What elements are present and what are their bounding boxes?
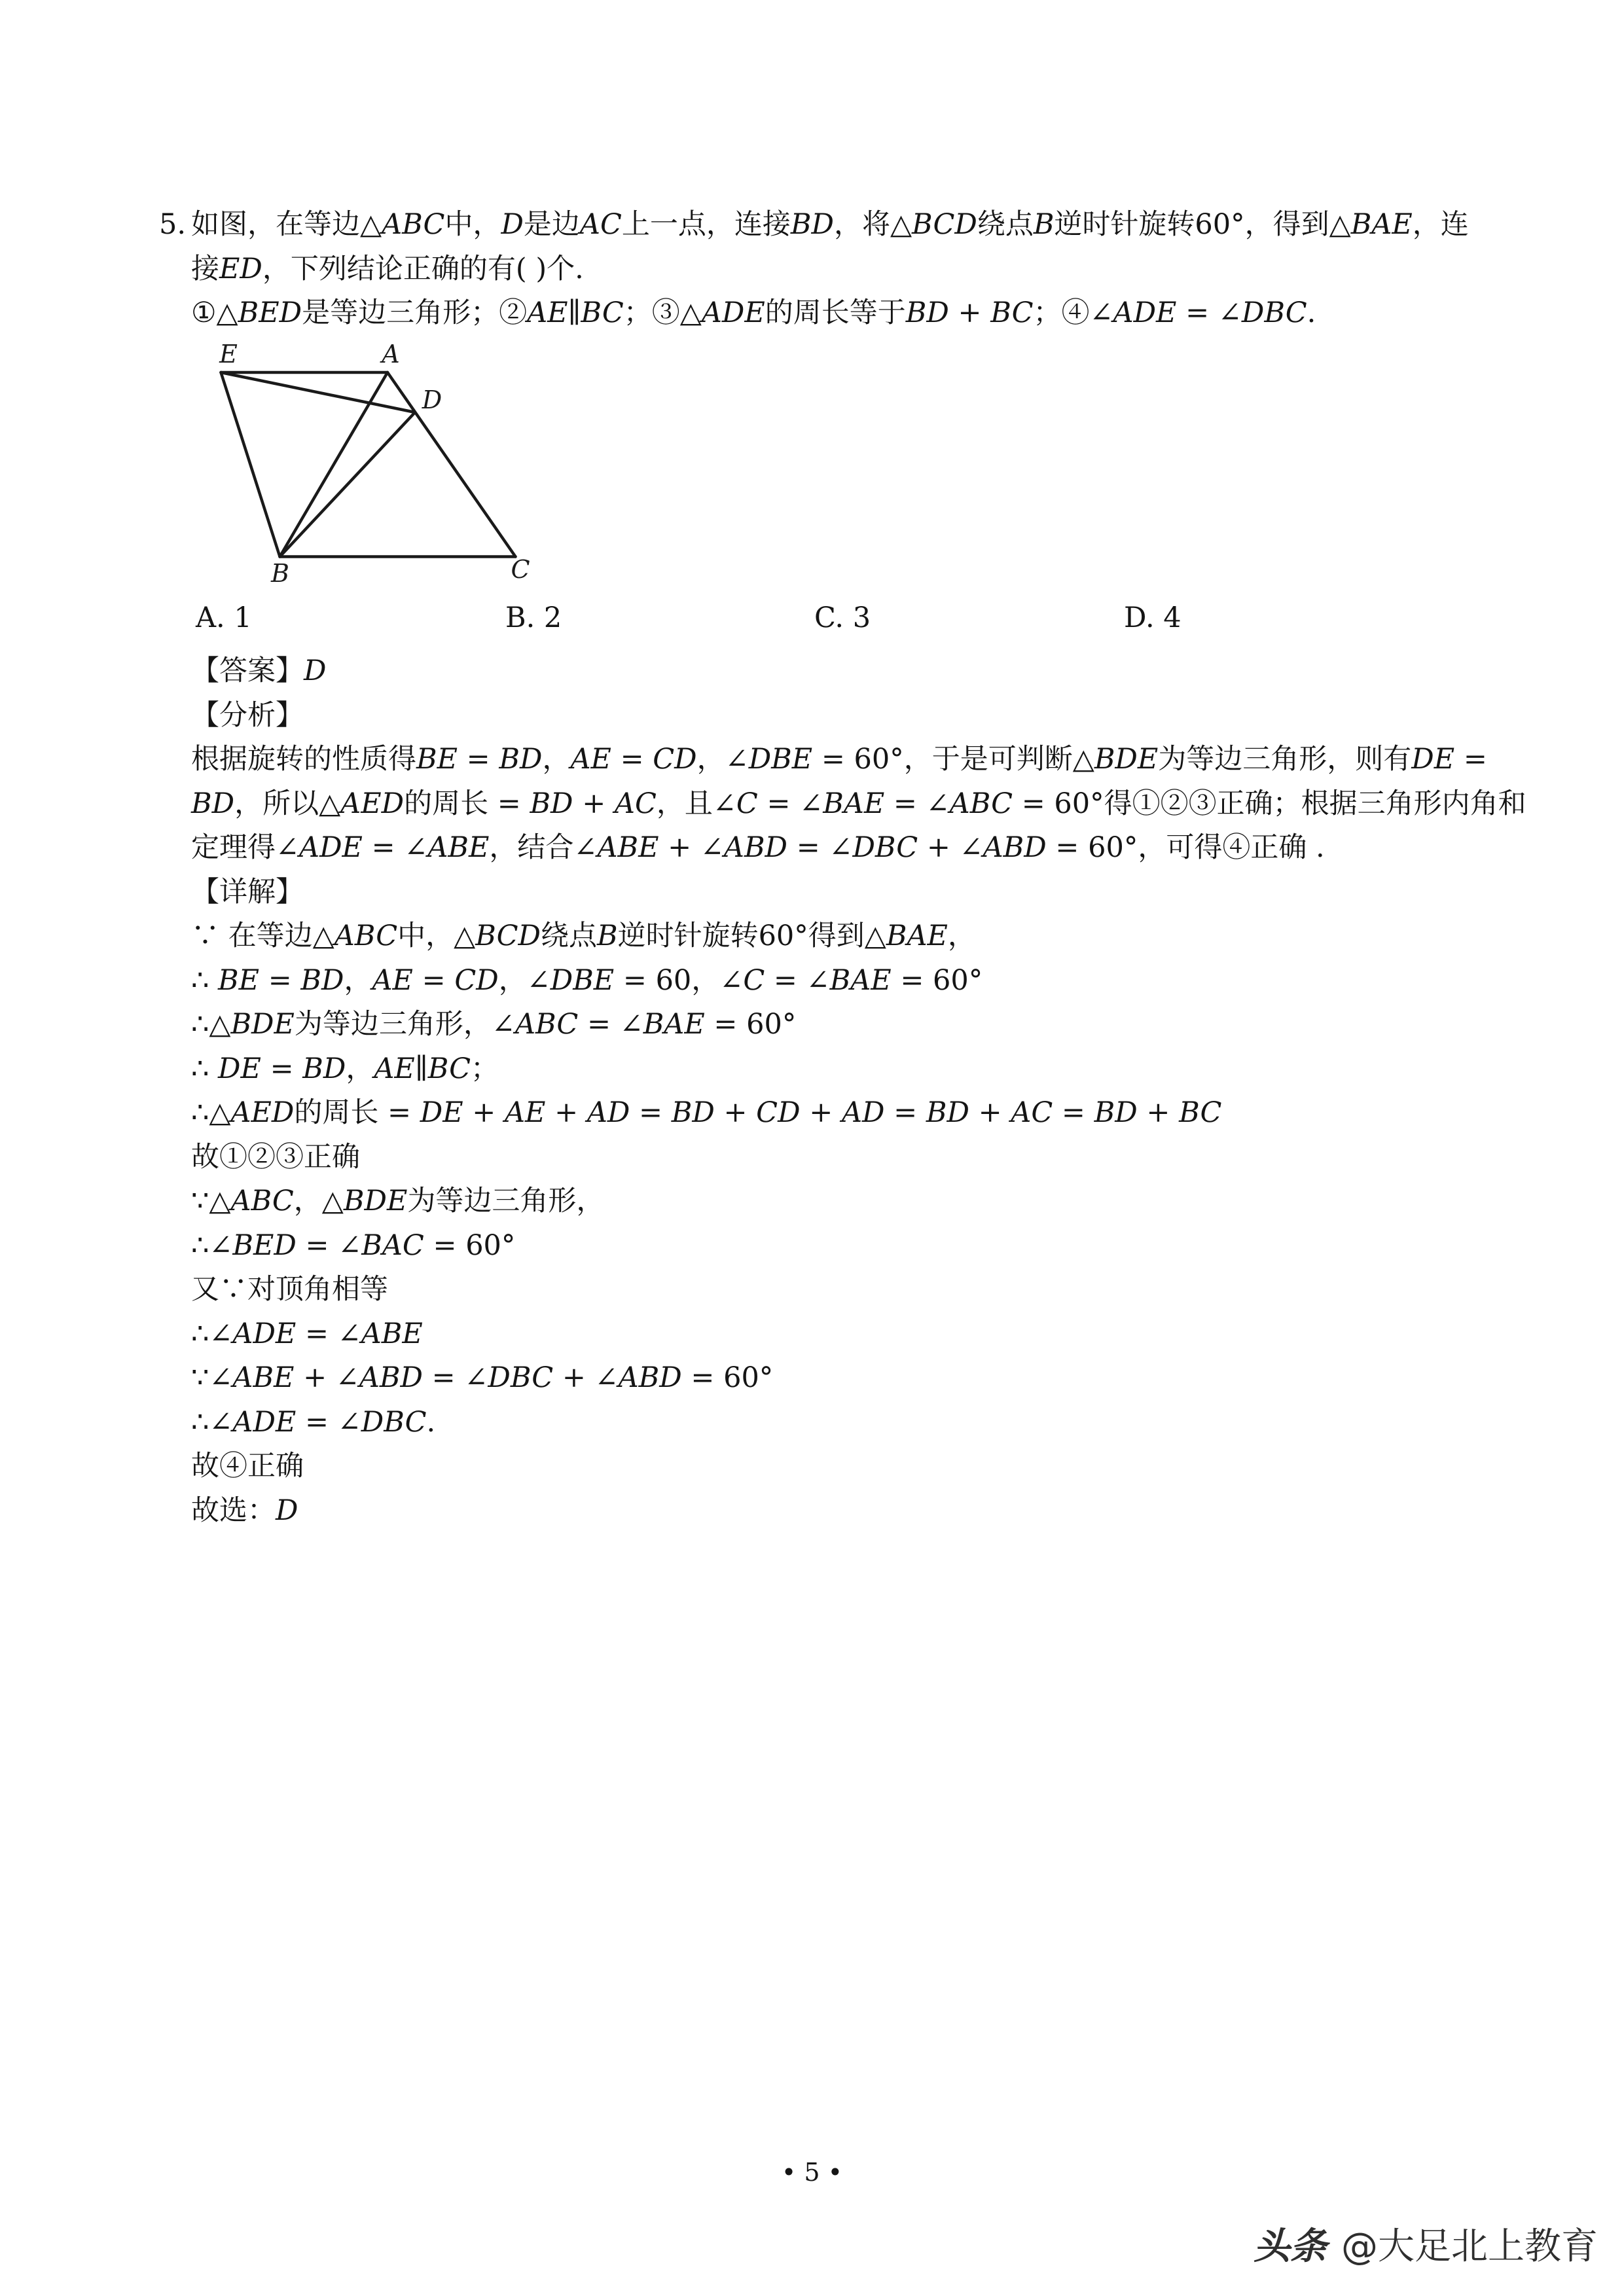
math-variable: ABC [230,1185,294,1217]
math-variable: AE [570,743,611,776]
math-variable: BC [427,1052,471,1085]
math-variable: DE [218,1052,261,1085]
math-variable: AED [230,1096,295,1129]
vertex-label-d: D [422,386,442,414]
vertex-label-b: B [271,559,289,588]
detail-line: ∵△ABC，△BDE为等边三角形， [191,1185,605,1217]
analysis-line: BD，所以△AED的周长 = BD + AC，且∠C = ∠BAE = ∠ABC = 60°得①②③正确；根据三角形内角和 [191,787,1526,820]
math-variable: ED [219,252,262,285]
watermark-logo: 头条 [1254,2225,1327,2268]
vertex-label-c: C [511,555,530,584]
math-variable: BD [300,963,344,997]
segment-ed [221,372,416,412]
geometry-figure [209,331,550,592]
analysis-heading: 【分析】 [191,698,304,732]
math-variable: ABE [232,1361,295,1394]
math-variable: BE [416,743,458,776]
math-variable: BD [905,296,949,329]
math-variable: BED [232,1229,297,1262]
detail-line: ∵ 在等边△ABC中，△BCD绕点B逆时针旋转60°得到△BAE， [191,920,976,952]
detail-line: ∴∠ADE = ∠ABE [191,1317,423,1350]
detail-line: ∴ DE = BD，AE∥BC； [191,1052,499,1085]
math-variable: ABC [514,1008,579,1041]
math-variable: ADE [701,296,765,329]
math-variable: ABE [361,1317,423,1350]
math-variable: BDE [1094,743,1159,776]
math-variable: BAE [643,1008,705,1041]
math-variable: CD [756,1096,801,1129]
vertex-label-a: A [382,340,400,368]
math-variable: ABE [427,831,490,864]
question-stem [191,203,1469,336]
math-variable: AC [614,787,657,820]
math-variable: BAE [886,920,948,952]
math-variable: BED [238,296,302,329]
analysis-line: 定理得∠ADE = ∠ABE，结合∠ABE + ∠ABD = ∠DBC + ∠ABD = 60°，可得④正确 . [191,831,1325,864]
math-variable: D [304,655,327,687]
option-b: B. 2 [505,601,562,634]
vertex-label-e: E [219,340,238,368]
math-variable: DE [420,1096,463,1129]
math-variable: AE [374,1052,415,1085]
math-variable: AE [372,963,413,997]
option-c: C. 3 [814,601,871,634]
math-variable: DBE [748,743,813,776]
option-a: A. 1 [196,601,252,634]
math-variable: DBC [488,1361,554,1394]
math-variable: ADE [299,831,363,864]
math-variable: BD [530,787,573,820]
math-variable: AC [1011,1096,1053,1129]
math-variable: DBE [550,963,615,997]
detail-line: ∴ BE = BD，AE = CD，∠DBE = 60，∠C = ∠BAE = 60° [191,963,983,997]
math-variable: BDE [343,1185,408,1217]
math-variable: BD [499,743,543,776]
math-variable: CD [454,963,499,997]
math-variable: DBC [852,831,918,864]
segment-eb [221,372,280,557]
math-variable: BD [302,1052,346,1085]
math-variable: BAC [361,1229,424,1262]
math-variable: DE [1411,743,1455,776]
math-variable: ABD [359,1361,423,1394]
answer-heading: 【答案】 [191,655,304,687]
math-variable: AE [527,296,568,329]
analysis-line: 根据旋转的性质得BE = BD，AE = CD，∠DBE = 60°，于是可判断△BDE为等边三角形，则有DE = [191,743,1487,776]
math-variable: C [736,787,758,820]
question-line: 接ED，下列结论正确的有( )个. [191,252,584,285]
math-variable: ABD [723,831,788,864]
math-variable: AE [504,1096,546,1129]
option-d: D. 4 [1124,601,1182,634]
question-line: 如图，在等边△ABC中，D是边AC上一点，连接BD，将△BCD绕点B逆时针旋转60°，得到△BAE，连 [191,208,1469,241]
detail-line: ∴∠BED = ∠BAC = 60° [191,1229,516,1262]
math-variable: BD [191,787,235,820]
detail-heading: 【详解】 [191,875,304,908]
math-variable: BAE [829,963,892,997]
math-variable: BD [671,1096,715,1129]
question-number: 5. [159,208,187,241]
math-variable: ABE [597,831,659,864]
math-variable: BD [926,1096,969,1129]
detail-line: ∵∠ABE + ∠ABD = ∠DBC + ∠ABD = 60° [191,1361,774,1394]
math-variable: ABC [334,920,398,952]
math-variable: ADE [232,1405,297,1439]
watermark [1254,2225,1598,2269]
math-variable: BC [990,296,1034,329]
math-variable: AD [841,1096,885,1129]
watermark-account: @大足北上教育 [1341,2225,1598,2268]
math-variable: ABD [618,1361,682,1394]
math-variable: BCD [912,208,977,241]
detail-line: 故④正确 [191,1450,304,1482]
math-variable: BD [1094,1096,1138,1129]
math-variable: ABD [983,831,1047,864]
segment-ab [280,372,388,557]
answer-options [0,596,1624,641]
math-variable: BAE [1350,208,1413,241]
math-variable: BC [581,296,624,329]
solution [191,649,1526,1533]
page-number: • 5 • [781,2158,843,2187]
answer-value [304,655,326,687]
math-variable: D [276,1494,298,1527]
math-variable: BC [1179,1096,1222,1129]
math-variable: C [743,963,765,997]
question-statements: ①△BED是等边三角形；②AE∥BC；③△ADE的周长等于BD + BC；④∠ADE = ∠DBC. [191,296,1316,329]
math-variable: D [501,208,524,241]
math-variable: ABC [382,208,445,241]
math-variable: B [1033,208,1055,241]
math-variable: ADE [1113,296,1177,329]
detail-line: 故①②③正确 [191,1140,360,1174]
math-variable: ADE [232,1317,297,1350]
math-variable: ABC [949,787,1013,820]
final-choice-line: 故选：D [191,1494,298,1527]
segment-ac [388,372,516,557]
math-variable: CD [653,743,697,776]
math-variable: BE [218,963,260,997]
detail-line: ∴∠ADE = ∠DBC. [191,1405,436,1439]
segment-bd [280,412,416,557]
math-variable: B [596,920,618,952]
math-variable: AC [579,208,622,241]
math-variable: BDE [230,1008,295,1041]
math-variable: DBC [361,1405,427,1439]
math-variable: BD [790,208,834,241]
detail-line: 又∵对顶角相等 [191,1273,388,1306]
detail-line: ∴△AED的周长 = DE + AE + AD = BD + CD + AD = BD + AC = BD + BC [191,1096,1222,1129]
answer-line [191,649,1526,694]
math-variable: AD [586,1096,630,1129]
math-variable: BAE [823,787,885,820]
math-variable: DBC [1241,296,1307,329]
math-variable: BCD [475,920,541,952]
math-variable: AED [340,787,405,820]
detail-line: ∴△BDE为等边三角形，∠ABC = ∠BAE = 60° [191,1008,797,1041]
